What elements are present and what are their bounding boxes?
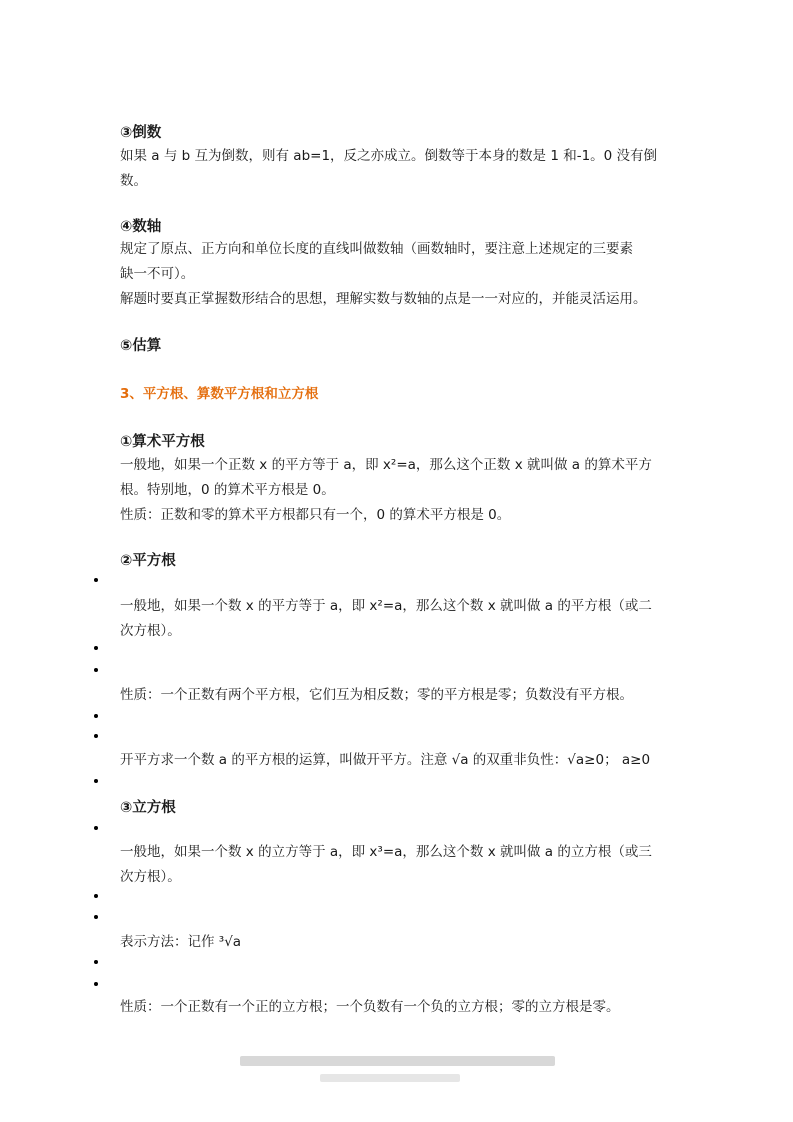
cbrt-heading: ③立方根 (120, 800, 176, 816)
list-bullet (94, 894, 98, 898)
reciprocal-text-2: 数。 (120, 173, 147, 189)
section-3-title: 3、平方根、算数平方根和立方根 (120, 386, 319, 402)
number-line-text-3: 解题时要真正掌握数形结合的思想，理解实数与数轴的点是一一对应的，并能灵活运用。 (120, 291, 647, 307)
number-line-text-2: 缺一不可）。 (120, 266, 195, 282)
list-bullet (94, 734, 98, 738)
cbrt-text-1: 一般地，如果一个数 x 的立方等于 a，即 x³=a，那么这个数 x 就叫做 a 的立方根（或三 (120, 844, 652, 860)
list-bullet (94, 960, 98, 964)
reciprocal-text-1: 如果 a 与 b 互为倒数，则有 ab=1，反之亦成立。倒数等于本身的数是 1 和-1。0 没有倒 (120, 148, 658, 164)
sqrt-heading: ②平方根 (120, 553, 176, 569)
arith-sqrt-text-2: 根。特别地，0 的算术平方根是 0。 (120, 482, 335, 498)
estimate-heading: ⑤估算 (120, 338, 162, 354)
reciprocal-heading: ③倒数 (120, 125, 162, 141)
cbrt-text-2: 次方根）。 (120, 869, 181, 885)
arith-sqrt-heading: ①算术平方根 (120, 434, 205, 450)
list-bullet (94, 779, 98, 783)
arith-sqrt-text-1: 一般地，如果一个正数 x 的平方等于 a，即 x²=a，那么这个正数 x 就叫做 a 的算术平方 (120, 457, 652, 473)
list-bullet (94, 646, 98, 650)
sqrt-text-3: 性质：一个正数有两个平方根，它们互为相反数；零的平方根是零；负数没有平方根。 (120, 687, 633, 703)
number-line-text-1: 规定了原点、正方向和单位长度的直线叫做数轴（画数轴时，要注意上述规定的三要素 (120, 241, 633, 257)
list-bullet (94, 714, 98, 718)
arith-sqrt-text-3: 性质：正数和零的算术平方根都只有一个，0 的算术平方根是 0。 (120, 507, 511, 523)
list-bullet (94, 915, 98, 919)
blurred-footer-watermark (240, 1056, 555, 1066)
list-bullet (94, 668, 98, 672)
sqrt-text-4: 开平方求一个数 a 的平方根的运算，叫做开平方。注意 √a 的双重非负性：√a≥0； a≥0 (120, 752, 651, 768)
sqrt-text-2: 次方根）。 (120, 623, 181, 639)
number-line-heading: ④数轴 (120, 219, 162, 235)
sqrt-text-1: 一般地，如果一个数 x 的平方等于 a，即 x²=a，那么这个数 x 就叫做 a 的平方根（或二 (120, 598, 652, 614)
list-bullet (94, 578, 98, 582)
list-bullet (94, 982, 98, 986)
cbrt-text-4: 性质：一个正数有一个正的立方根；一个负数有一个负的立方根；零的立方根是零。 (120, 999, 620, 1015)
cbrt-text-3: 表示方法：记作 ³√a (120, 934, 242, 950)
list-bullet (94, 826, 98, 830)
blurred-footer-watermark-2 (320, 1074, 460, 1082)
